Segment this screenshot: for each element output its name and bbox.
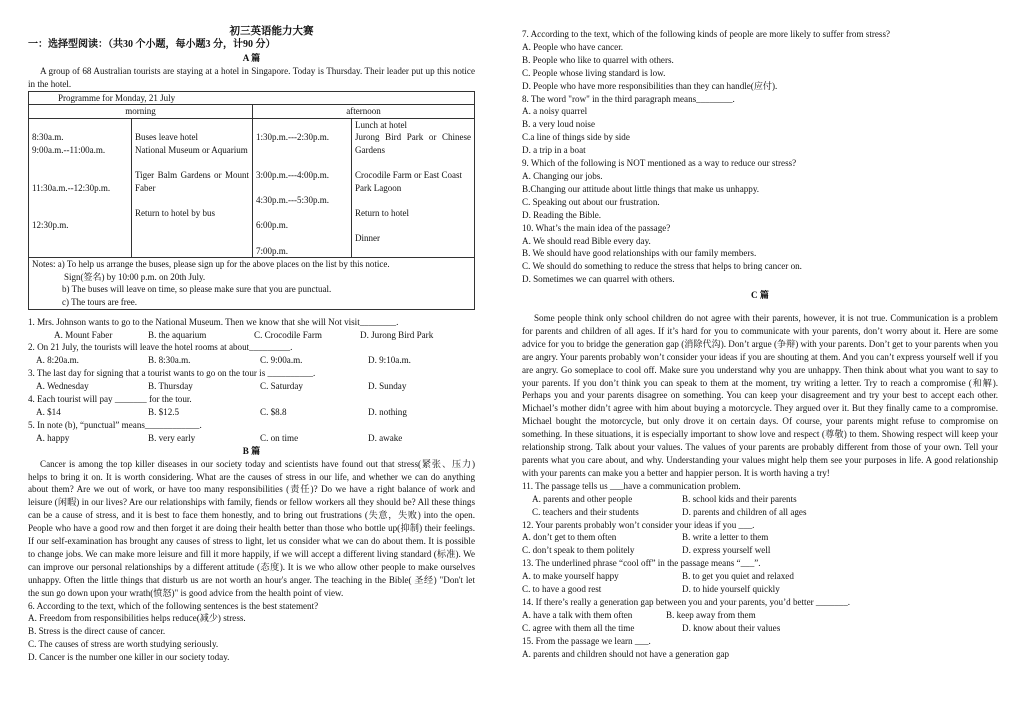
left-column xyxy=(28,26,475,664)
options-6: A. Freedom from responsibilities helps reduce(减少) stress. B. Stress is the direct cause of cancer. C. The causes of stress are worth studying seriously. D. Cancer is the number one killer in our society today. xyxy=(28,613,246,663)
question-8: 8. The word "row" in the third paragraph means________. xyxy=(522,93,735,104)
afternoon-times: 1:30p.m.---2:30p.m. 3:00p.m.---4:00p.m. 4:30p.m.---5:30p.m. 6:00p.m. 7:00p.m. xyxy=(253,118,352,258)
part-b-heading: B 篇 xyxy=(242,445,261,456)
options-14: A. have a talk with them often B. keep away from them xyxy=(522,609,756,620)
options-10: A. We should read Bible every day. B. We should have good relationships with our family members. C. We should do something to reduce the stress that helps to bring cancer on. D. Sometimes we can quarrel with others. xyxy=(522,235,802,285)
options-7: A. People who have cancer. B. People who like to quarrel with others. C. People whose living standard is low. D. People who have more responsibilities than they can handle(应付). xyxy=(522,41,778,91)
question-14: 14. If there’s really a generation gap between you and your parents, you’d better _______. xyxy=(522,596,851,607)
morning-header: morning xyxy=(29,105,253,119)
question-6: 6. According to the text, which of the following sentences is the best statement? xyxy=(28,600,319,611)
question-9: 9. Which of the following is NOT mentioned as a way to reduce our stress? xyxy=(522,158,797,169)
question-1: 1. Mrs. Johnson wants to go to the National Museum. Then we know that she will Not visit________. xyxy=(28,316,399,327)
options-11b: C. teachers and their students D. parents and children of all ages xyxy=(532,506,807,517)
table-notes: Notes: a) To help us arrange the buses, please sign up for the above places on the list by this notice. Sign(签名) by 10:00 p.m. on 20th July. b) The buses will leave on time, so please make sure that you are punctual. c) The tours are free. xyxy=(29,258,475,309)
question-10: 10. What’s the main idea of the passage? xyxy=(522,222,671,233)
question-2: 2. On 21 July, the tourists will leave the hotel rooms at about_________. xyxy=(28,342,293,353)
options-13: A. to make yourself happy B. to get you quiet and relaxed xyxy=(522,571,794,582)
question-4: 4. Each tourist will pay _______ for the tour. xyxy=(28,394,192,405)
morning-times: 8:30a.m. 9:00a.m.--11:00a.m. 11:30a.m.--12:30p.m. 12:30p.m. xyxy=(29,118,132,258)
questions-a xyxy=(28,316,475,445)
passage-c: Some people think only school children do not agree with their parents, however, it is not true. Communication is a problem for parents and children of all ages. If it’s hard for you to communicate with your parents, don’t worry about it. Here are some advice for you to bridge the generation gap (消除代沟). Don’t argue (争辩) with your parents. Don’t get to your parents when you are angry. Your parents probably won’t consider your ideas if you are shouting at them. And you can’t express yourself well if you are angry. Go someplace to cool off. Make sure you understand why you are unhappy. Then think about what you want to say to your parents. If you don’t think you can speak to them at the moment, try writing a letter. Try to reach a compromise (和解). Perhaps you and your parents disagree on something. You can keep your disagreement and try your best to accept each other. Michael’s mother didn’t agree with him about buying a motorcycle. They argued over it. But they finally came to a compromise. Michael bought the motorcycle, but only drove it on certain days. Of course, your parents might refuse to compromise on something. In these situations, it is especially important to show love and respect (尊敬) to them. Showing respect will keep your relationship strong. Talk about your values. The values of your parents are probably different from those of your own. Tell your parents what you care about, and why. Understanding your values might help them see your purposes in life. A good relationship with your parents can make you a better and happier person. It is worth having a try! xyxy=(522,313,998,478)
passage-b: Cancer is among the top killer diseases in our society today and scientists have found out that stress(紧张、压力) helps to bring it on. It is worth considering. What are the causes of stress in our life, and whether we can do anything about them? Are we out of work, or have too many responsibilities (责任)? Do we have a right balance of work and leisure (闲暇) in our lives? Are our relationships with family, fiends or fellow workers all they should be? All these things can be a cause of stress, and it is best to face them honestly, and to bring out frustrations (失意，失败) into the open. People who have a good row and then forget it are doing their health better than those who bottle up(抑制) their feelings. If our self-examination has brought any causes of stress to light, let us consider what we can do about them. It is possible to change jobs. We can make more leisure and fill it more happily, if we will accept a different living standard (标准). We can improve our personal relationships by a different attitude (态度). It is we who allow other people to make ourselves unhappy. Often the little things that disturb us are not worth an hour's anger. The teaching in the Bible( 圣经) "Don't let the sun go down upon your wrath(愤怒)" is good advice from the health point of view. xyxy=(28,458,475,598)
question-11: 11. The passage tells us ___have a communication problem. xyxy=(522,480,741,491)
question-15: 15. From the passage we learn ___. xyxy=(522,635,651,646)
afternoon-events: Lunch at hotel Jurong Bird Park or Chinese Gardens Crocodile Farm or East Coast Park Lagoon Return to hotel Dinner xyxy=(352,118,475,258)
right-column xyxy=(522,28,998,661)
options-14b: C. agree with them all the time D. know about their values xyxy=(522,622,781,633)
options-5: A. happy B. very early C. on time D. awake xyxy=(36,432,403,443)
options-12: A. don’t get to them often B. write a letter to them xyxy=(522,532,769,543)
question-5: 5. In note (b), “punctual” means____________. xyxy=(28,419,202,430)
options-1: A. Mount Faber B. the aquarium C. Crocodile Farm D. Jurong Bird Park xyxy=(54,329,434,340)
options-13b: C. to have a good rest D. to hide yourself quickly xyxy=(522,584,780,595)
part-a-heading: A 篇 xyxy=(242,52,261,63)
morning-events: Buses leave hotel National Museum or Aquarium Tiger Balm Gardens or Mount Faber Return to hotel by bus xyxy=(132,118,253,258)
options-4: A. $14 B. $12.5 C. $8.8 D. nothing xyxy=(36,406,407,417)
programme-table xyxy=(28,91,475,310)
question-7: 7. According to the text, which of the following kinds of people are more likely to suffer from stress? xyxy=(522,29,891,39)
exam-title: 初三英语能力大赛 xyxy=(229,26,314,37)
part-c-heading: C 篇 xyxy=(751,290,769,301)
table-header: Programme for Monday, 21 July xyxy=(29,91,475,105)
question-12: 12. Your parents probably won’t consider your ideas if you ___. xyxy=(522,519,755,530)
options-2: A. 8:20a.m. B. 8:30a.m. C. 9:00a.m. D. 9:10a.m. xyxy=(36,355,411,366)
section-heading: 一：选择型阅读：（共30 个小题，每小题3 分，计90 分） xyxy=(28,38,276,50)
options-9: A. Changing our jobs. B.Changing our attitude about little things that make us unhappy. C. Speaking out about our frustration. D. Reading the Bible. xyxy=(522,170,760,220)
options-12b: C. don’t speak to them politely D. express yourself well xyxy=(522,545,771,556)
options-11: A. parents and other people B. school kids and their parents xyxy=(532,493,797,504)
options-3: A. Wednesday B. Thursday C. Saturday D. Sunday xyxy=(36,381,407,392)
question-13: 13. The underlined phrase “cool off” in the passage means “___”. xyxy=(522,558,761,569)
options-8: A. a noisy quarrel B. a very loud noise C.a line of things side by side D. a trip in a boat xyxy=(522,106,630,156)
question-3: 3. The last day for signing that a tourist wants to go on the tour is __________. xyxy=(28,368,316,379)
afternoon-header: afternoon xyxy=(253,105,475,119)
passage-a-intro: A group of 68 Australian tourists are staying at a hotel in Singapore. Today is Thursday. Their leader put up this notice in the hotel. xyxy=(28,65,475,89)
options-15: A. parents and children should not have a generation gap xyxy=(522,648,730,659)
